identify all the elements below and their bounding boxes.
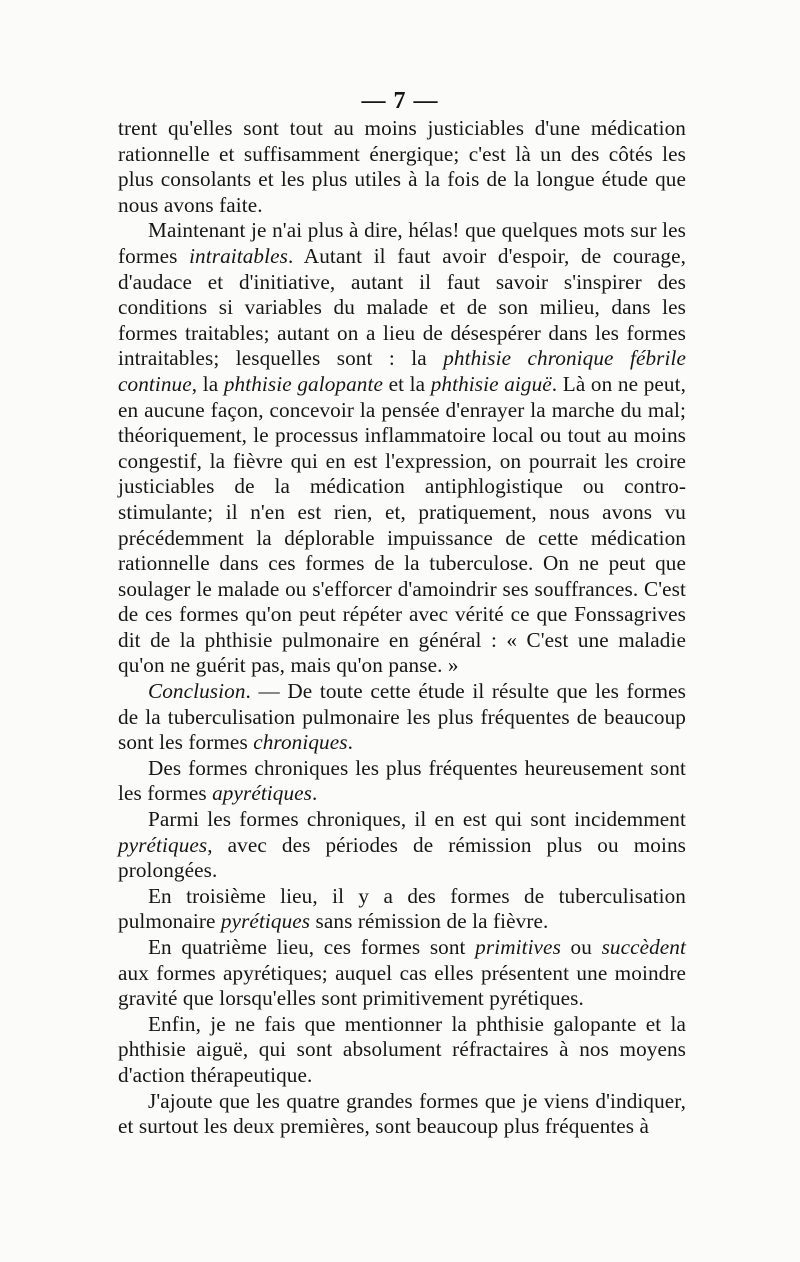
text-run: aux formes apyrétiques; auquel cas elles présentent une moindre gravité que lorsqu'elles sont primitivement pyrétiques. — [118, 960, 686, 1011]
text-run: . — [312, 781, 318, 806]
text-run: trent qu'elles sont tout au moins justiciables d'une médication rationnelle et suffisamment énergique; c'est là un des côtés les plus consolants et les plus utiles à la fois de la longue étude que nous avons faite. — [118, 116, 686, 217]
text-run: . — [347, 730, 353, 755]
text-run: . Autant il faut avoir d'espoir, de courage, d'audace et d'initiative, autant il faut savoir s'inspirer des conditions si variables du malade et de son milieu, dans les formes traitables; autant on a lieu de désespérer dans les formes intraitables; lesquelles sont : la — [118, 243, 686, 371]
italic-text: pyrétiques — [118, 832, 208, 857]
text-run: En troisième lieu, il y a des formes de tuberculisation pulmonaire — [118, 883, 686, 934]
italic-text: Conclusion — [148, 679, 246, 704]
text-run: En quatrième lieu, ces formes sont — [148, 935, 476, 959]
text-run: ou — [560, 935, 602, 959]
italic-text: intraitables — [189, 243, 288, 268]
paragraph — [118, 116, 686, 218]
text-run: et la — [382, 371, 431, 396]
italic-text: phthisie aiguë — [430, 371, 552, 396]
paragraph — [118, 679, 686, 756]
text-run: . — De toute cette étude il résulte que les formes de la tuberculisation pulmonaire les plus fréquentes de beaucoup sont les formes — [118, 679, 686, 755]
text-run: sans rémission de la fièvre. — [310, 909, 549, 934]
paragraph — [118, 935, 686, 1012]
paragraph — [118, 884, 686, 935]
italic-text: primitives — [475, 935, 561, 959]
page-number: — 7 — — [361, 88, 439, 114]
paragraph — [118, 1012, 686, 1089]
text-run: J'ajoute que les quatre grandes formes que je viens d'indiquer, et surtout les deux premières, sont beaucoup plus fréquentes à — [118, 1088, 686, 1139]
text-run: , avec des périodes de rémission plus ou moins prolongées. — [118, 832, 686, 883]
body-text — [118, 116, 686, 1140]
italic-text: succèdent — [601, 935, 686, 959]
text-run: . Là on ne peut, en aucune façon, concevoir la pensée d'enrayer la marche du mal; théoriquement, le processus inflammatoire local ou tout au moins congestif, la fièvre qui en est l'expression, on pourrait les croire justiciables de la médication antiphlogistique ou contro-stimulante; il n'en est rien, et, pratiquement, nous avons vu précédemment la déplorable impuissance de cette médication rationnelle dans ces formes de la tuberculose. On ne peut que soulager le malade ou s'efforcer d'amoindrir ses souffrances. C'est de ces formes qu'on peut répéter avec vérité ce que Fonssagrives dit de la phthisie pulmonaire en général : « C'est une maladie qu'on ne guérit pas, mais qu'on panse. » — [118, 371, 686, 678]
paragraph — [118, 807, 686, 884]
text-run: Parmi les formes chroniques, il en est qui sont incidemment — [148, 807, 686, 832]
italic-text: phthisie chronique fébrile continue — [118, 346, 686, 396]
italic-text: phthisie galopante — [223, 371, 383, 396]
italic-text: pyrétiques — [220, 909, 311, 934]
paragraph — [118, 756, 686, 807]
paragraph — [118, 218, 686, 679]
italic-text: chroniques — [253, 730, 348, 755]
italic-text: apyrétiques — [212, 781, 313, 806]
text-run: Maintenant je n'ai plus à dire, hélas! que quelques mots sur les formes — [118, 218, 686, 268]
paragraph — [118, 1089, 686, 1140]
text-run: Enfin, je ne fais que mentionner la phthisie galopante et la phthisie aiguë, qui sont absolument réfractaires à nos moyens d'action thérapeutique. — [118, 1011, 686, 1087]
text-run: Des formes chroniques les plus fréquentes heureusement sont les formes — [118, 755, 686, 806]
text-run: , la — [191, 371, 224, 396]
